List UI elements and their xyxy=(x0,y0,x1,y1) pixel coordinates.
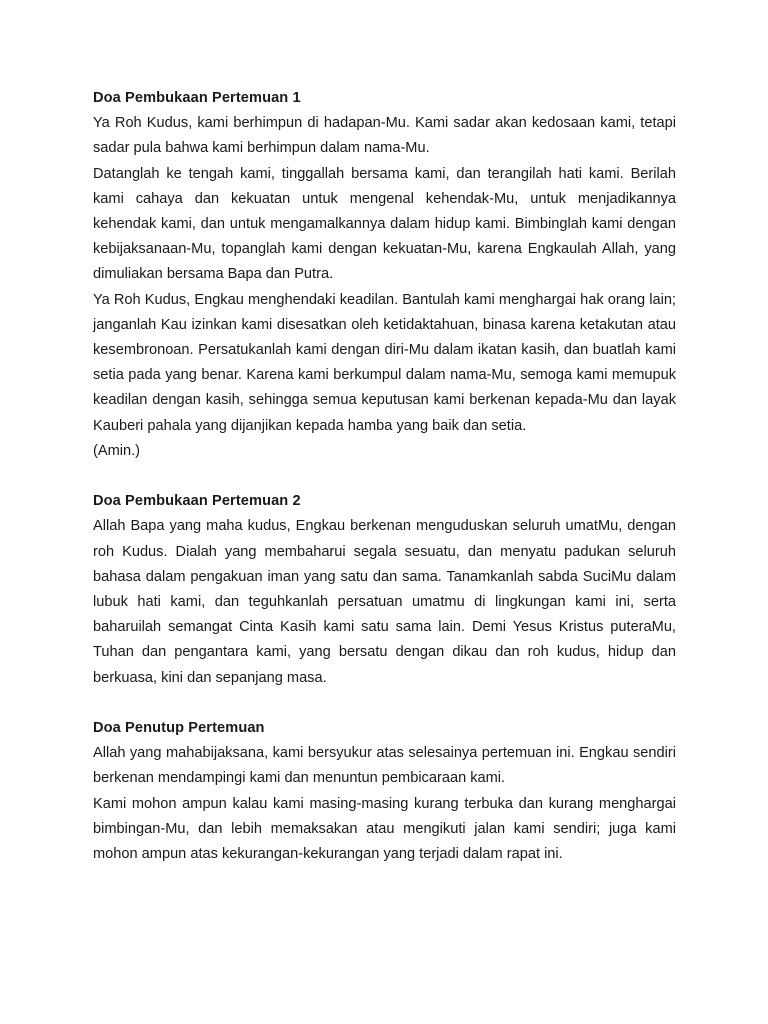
section-title: Doa Penutup Pertemuan xyxy=(93,720,265,737)
section-opening-prayer-1 xyxy=(93,86,676,464)
paragraph: Kami mohon ampun kalau kami masing-masing kurang terbuka dan kurang menghargai bimbingan-Mu, dan lebih memaksakan atau mengikuti jalan kami sendiri; juga kami mohon ampun atas kekurangan-kekurangan yang terjadi dalam rapat ini. xyxy=(93,795,676,863)
closing-amen: (Amin.) xyxy=(93,442,141,459)
document-page xyxy=(93,86,676,892)
paragraph: Ya Roh Kudus, Engkau menghendaki keadilan. Bantulah kami menghargai hak orang lain; janganlah Kau izinkan kami disesatkan oleh ketidaktahuan, binasa karena ketakutan atau kesembronoan. Persatukanlah kami dengan diri-Mu dalam ikatan kasih, dan buatlah kami setia pada yang benar. Karena kami berkumpul dalam nama-Mu, semoga kami memupuk keadilan dengan kasih, sehingga semua keputusan kami berkenan kepada-Mu dan layak Kauberi pahala yang dijanjikan kepada hamba yang baik dan setia. xyxy=(93,291,676,434)
paragraph: Datanglah ke tengah kami, tinggallah bersama kami, dan terangilah hati kami. Berilah kami cahaya dan kekuatan untuk mengenal kehendak-Mu, untuk menjadikannya kehendak kami, dan untuk mengamalkannya dalam hidup kami. Bimbinglah kami dengan kebijaksanaan-Mu, topanglah kami dengan kekuatan-Mu, karena Engkaulah Allah, yang dimuliakan bersama Bapa dan Putra. xyxy=(93,165,676,283)
section-closing-prayer xyxy=(93,716,676,867)
section-opening-prayer-2 xyxy=(93,489,676,691)
paragraph: Allah yang mahabijaksana, kami bersyukur atas selesainya pertemuan ini. Engkau sendiri berkenan mendampingi kami dan menuntun pembicaraan kami. xyxy=(93,745,676,787)
paragraph: Allah Bapa yang maha kudus, Engkau berkenan menguduskan seluruh umatMu, dengan roh Kudus. Dialah yang membaharui segala sesuatu, dan menyatu padukan seluruh bahasa dalam pengakuan iman yang satu dan sama. Tanamkanlah sabda SuciMu dalam lubuk hati kami, dan teguhkanlah persatuan umatmu di lingkungan kami ini, serta baharuilah semangat Cinta Kasih kami satu sama lain. Demi Yesus Kristus puteraMu, Tuhan dan pengantara kami, yang bersatu dengan dikau dan roh kudus, hidup dan berkuasa, kini dan sepanjang masa. xyxy=(93,518,676,686)
section-title: Doa Pembukaan Pertemuan 1 xyxy=(93,90,301,106)
section-title: Doa Pembukaan Pertemuan 2 xyxy=(93,493,301,510)
paragraph: Ya Roh Kudus, kami berhimpun di hadapan-Mu. Kami sadar akan kedosaan kami, tetapi sadar pula bahwa kami berhimpun dalam nama-Mu. xyxy=(93,115,676,157)
